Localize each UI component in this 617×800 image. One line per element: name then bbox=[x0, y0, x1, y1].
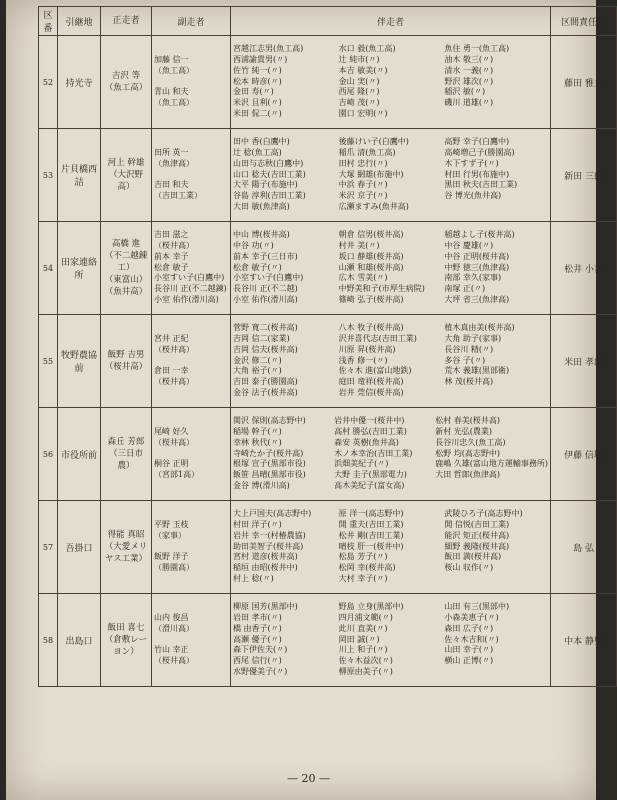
runner-entry: 森下伊佐夫(〃) bbox=[233, 645, 288, 655]
runner-entry: 米田 侃二(〃) bbox=[233, 108, 282, 118]
sub-runner-line: 尾崎 好久 bbox=[154, 427, 189, 436]
section-no: 57 bbox=[39, 501, 58, 594]
main-runner-line: （不二越錬工） bbox=[104, 251, 148, 273]
runner-entry: 高村 勝弘(吉田工業) bbox=[334, 427, 407, 436]
runner-entry: 晴枝 肝一(桜井中) bbox=[338, 541, 404, 551]
runner-entry: 細野 義隆(桜井高) bbox=[444, 541, 510, 551]
sub-runner-line: 小室すい子(白鷹中) bbox=[154, 273, 225, 283]
runner-entry: 武陵ひろ子(高志野中) bbox=[444, 509, 523, 519]
runner-entry: 佐々木 進(富山地鉄) bbox=[338, 366, 412, 376]
sub-runner-line bbox=[154, 635, 228, 646]
runner-entry: 横山 正博(〃) bbox=[444, 656, 494, 666]
runner-column bbox=[339, 602, 443, 678]
runner-entry: 中野美和子(市厚生病院) bbox=[338, 284, 425, 294]
runner-entry: 辻 稔(魚工高) bbox=[233, 148, 282, 157]
runner-entry: 油木 敬三(〃) bbox=[444, 55, 494, 64]
runner-entry: 庭田 竜祥(桜井高) bbox=[338, 377, 404, 387]
runner-entry: 南部 幸久(家事) bbox=[444, 273, 502, 283]
runner-entry: 吉岡 信夫(桜井高) bbox=[233, 344, 298, 354]
runner-entry: 新村 光弘(農業) bbox=[435, 427, 492, 436]
runner-entry: 浅香 修一(〃) bbox=[338, 355, 388, 365]
sub-runner-line: （桜井高） bbox=[154, 656, 194, 666]
runner-entry: 松野 均(高志野中) bbox=[435, 448, 500, 458]
runner-entry: 菅野 寛二(桜井高) bbox=[233, 323, 298, 333]
runner-entry: 能沢 矩正(桜井高) bbox=[444, 530, 510, 540]
runner-entry: 岩田 孝市(〃) bbox=[233, 613, 282, 622]
runner-entry: 長谷川忠久(魚工高) bbox=[435, 437, 506, 447]
runner-column bbox=[233, 416, 332, 492]
runner-entry: 村田 行男(布施中) bbox=[444, 169, 510, 179]
runner-entry: 鹿嶋 久雄(富山地方運輸事務所) bbox=[435, 459, 548, 469]
runner-entry: 小森美恵子(〃) bbox=[444, 613, 499, 622]
runner-entry: 磯川 道雄(〃) bbox=[444, 98, 494, 108]
page-number: — 20 — bbox=[287, 772, 330, 785]
runner-entry: 木下すず子(〃) bbox=[444, 158, 499, 168]
sub-runner-line: 吉田 滋之 bbox=[154, 230, 189, 240]
runner-entry: 大野 圭子(黒部電力) bbox=[334, 470, 407, 480]
runner-entry: 高崎増己子(勝園高) bbox=[444, 148, 515, 157]
runner-entry: 松村 春美(桜井高) bbox=[435, 416, 500, 426]
sub-runner bbox=[152, 315, 231, 408]
runner-entry: 小室 佑作(滑川高) bbox=[233, 294, 298, 304]
sub-runner-line: 宮井 正紀 bbox=[154, 334, 189, 343]
runner-entry: 長谷川 精(〃) bbox=[444, 344, 494, 354]
runner-entry: 後藤けい子(白鷹中) bbox=[338, 137, 409, 147]
table-body bbox=[39, 36, 617, 687]
sub-runner-line: 小室 佑作(滑川高) bbox=[154, 294, 219, 304]
header-accompany: 伴走者 bbox=[231, 7, 551, 36]
sub-runner-line: （勝園高） bbox=[154, 563, 194, 573]
table-row bbox=[39, 501, 617, 594]
runner-entry: 水口 毅(魚工高) bbox=[338, 44, 396, 54]
runner-entry: 谷 博光(魚井高) bbox=[444, 191, 502, 201]
runner-entry bbox=[444, 667, 548, 678]
runner-entry: 寺崎たか子(桜井高) bbox=[233, 448, 304, 458]
sub-runner-line: 桐谷 正明 bbox=[154, 459, 189, 469]
runner-entry: 野沢 雄次(〃) bbox=[444, 76, 494, 86]
runner-entry: 稲越よし子(桜井高) bbox=[444, 230, 515, 240]
main-runner-line: 森丘 芳郎 bbox=[107, 437, 145, 447]
section-chief: 藤田 雅夫 bbox=[551, 36, 617, 129]
runner-entry: 佐々木吉和(〃) bbox=[444, 634, 499, 644]
handover-place: 吾掛口 bbox=[58, 501, 101, 594]
main-runner bbox=[101, 129, 152, 222]
runner-entry: 米沢 且利(〃) bbox=[233, 98, 282, 108]
runner-entry: 谷島 淳利(吉田工業) bbox=[233, 191, 306, 201]
runner-entry: 開 信悦(吉田工業) bbox=[444, 520, 510, 529]
runner-entry: 四月浦文範(〃) bbox=[338, 613, 393, 622]
header-chief: 区間責任者 bbox=[551, 7, 617, 36]
main-runner-line: （大愛メリヤス工業） bbox=[104, 542, 148, 564]
main-runner-line: 飯野 吉男 bbox=[107, 350, 145, 360]
runner-entry: 中野 徳三(魚津高) bbox=[444, 262, 510, 272]
runner-entry: 金沢 修二(〃) bbox=[233, 355, 282, 365]
runner-entry: 岩井 莞信(桜井高) bbox=[338, 387, 404, 397]
section-chief: 松井 小吉 bbox=[551, 222, 617, 315]
runner-entry: 魚住 勇一(魚工高) bbox=[444, 44, 510, 54]
sub-runner-line: 吉田 和夫 bbox=[154, 180, 189, 190]
section-chief: 米田 孝雄 bbox=[551, 315, 617, 408]
sub-runner-line: 田所 英一 bbox=[154, 148, 189, 157]
runner-column bbox=[444, 323, 548, 399]
runner-entry: 水野優美子(〃) bbox=[233, 666, 288, 676]
runner-entry: 川上 和子(〃) bbox=[338, 645, 388, 655]
runner-column bbox=[444, 137, 548, 213]
runner-entry bbox=[444, 574, 548, 585]
sub-runner-line: （吉田工業） bbox=[154, 191, 202, 201]
runner-entry: 清水 一義(〃) bbox=[444, 65, 494, 75]
sub-runner-line: 松倉 敏子 bbox=[154, 262, 189, 272]
runner-entry: 金谷 博(滑川高) bbox=[233, 480, 290, 490]
main-runner-line: （三日市農） bbox=[108, 449, 143, 471]
accompany-runners bbox=[231, 408, 551, 501]
sub-runner-line: 加藤 信一 bbox=[154, 55, 189, 64]
accompany-runners bbox=[231, 501, 551, 594]
runner-entry: 本吉 敏美(〃) bbox=[338, 65, 388, 75]
section-no: 58 bbox=[39, 594, 58, 687]
runner-column bbox=[339, 44, 443, 120]
runner-entry: 南塚 正(〃) bbox=[444, 284, 486, 294]
runner-entry: 山田与志秋(白鷹中) bbox=[233, 158, 304, 168]
runner-column bbox=[444, 509, 548, 585]
runner-entry: 助田美智子(桜井高) bbox=[233, 541, 304, 551]
sub-runner bbox=[152, 129, 231, 222]
section-chief: 新田 三郎 bbox=[551, 129, 617, 222]
runner-entry: 松島 芳子(〃) bbox=[338, 552, 388, 562]
runner-entry bbox=[444, 109, 548, 120]
runner-entry bbox=[444, 202, 548, 213]
runner-entry: 木ノ本幸治(吉田工業) bbox=[334, 448, 413, 458]
runner-entry: 金田 寿(〃) bbox=[233, 87, 274, 97]
accompany-runners bbox=[231, 594, 551, 687]
runner-entry: 長谷川 正(不二越) bbox=[233, 284, 298, 294]
accompany-runners bbox=[231, 222, 551, 315]
table-row bbox=[39, 129, 617, 222]
runner-entry: 飯田 満(桜井高) bbox=[444, 552, 502, 562]
runner-entry: 中谷 正明(桜井高) bbox=[444, 251, 510, 261]
sub-runner-line: （魚津高） bbox=[154, 158, 194, 168]
sub-runner-line: 飯野 洋子 bbox=[154, 552, 189, 562]
runner-entry: 佐々木益次(〃) bbox=[338, 656, 393, 666]
runner-entry: 開 重夫(吉田工業) bbox=[338, 520, 404, 529]
runner-entry: 大平 陽子(布施中) bbox=[233, 180, 298, 190]
section-no: 54 bbox=[39, 222, 58, 315]
section-no: 52 bbox=[39, 36, 58, 129]
sub-runner-line: （滑川高） bbox=[154, 623, 194, 633]
runner-entry: 沢井喜代志(吉田工業) bbox=[338, 334, 417, 343]
sub-runner-line: （桜井高） bbox=[154, 241, 194, 250]
main-runner-line: （魚工高） bbox=[104, 83, 148, 93]
runner-entry: 中谷 功(〃) bbox=[233, 241, 274, 250]
runner-entry: 幸林 秋代(〃) bbox=[233, 437, 282, 447]
sub-runner-line: （魚工高） bbox=[154, 98, 194, 108]
runner-entry: 多谷 子(〃) bbox=[444, 355, 486, 365]
runner-column bbox=[339, 323, 443, 399]
accompany-runners bbox=[231, 36, 551, 129]
main-runner bbox=[101, 501, 152, 594]
runner-column bbox=[334, 416, 433, 492]
runner-entry: 松本 時彦(〃) bbox=[233, 76, 282, 86]
main-runner-line: （倉敷レーヨン） bbox=[104, 635, 148, 657]
runner-entry: 稲場 幹子(〃) bbox=[233, 427, 282, 436]
runner-entry: 小室すい子(白鷹中) bbox=[233, 273, 304, 283]
runner-entry: 野島 立身(黒部中) bbox=[338, 602, 404, 612]
runner-entry: 広木 雪美(〃) bbox=[338, 273, 388, 283]
sub-runner-line: （桜井高） bbox=[154, 377, 194, 387]
runner-entry: 宮越江志男(魚工高) bbox=[233, 44, 304, 54]
runner-entry: 大塚 網雄(布施中) bbox=[338, 169, 404, 179]
handover-place: 牧野農協前 bbox=[58, 315, 101, 408]
handover-place: 持光寺 bbox=[58, 36, 101, 129]
sub-runner-line bbox=[154, 77, 228, 88]
handover-place: 市役所前 bbox=[58, 408, 101, 501]
runner-column bbox=[233, 602, 337, 678]
header-no: 区番 bbox=[39, 7, 58, 36]
runner-entry: 飯笹 昌晴(黒部市役) bbox=[233, 470, 306, 480]
runner-entry: 稲爪 清(魚工高) bbox=[338, 148, 396, 157]
section-no: 53 bbox=[39, 129, 58, 222]
runner-entry: 大角 助子(家事) bbox=[444, 334, 502, 343]
main-runner-line: 飯田 喜七 bbox=[107, 623, 145, 633]
runner-column bbox=[435, 416, 548, 492]
sub-runner bbox=[152, 222, 231, 315]
runner-entry: 岩井 幸一(村椿農協) bbox=[233, 530, 306, 540]
runner-entry: 山瀬 和雄(桜井高) bbox=[338, 262, 404, 272]
relay-runner-table bbox=[38, 6, 617, 687]
runner-column bbox=[339, 137, 443, 213]
runner-entry: 西尾 信行(〃) bbox=[233, 656, 282, 666]
sub-runner bbox=[152, 594, 231, 687]
table-row bbox=[39, 594, 617, 687]
runner-entry: 黒田 秋夫(吉田工業) bbox=[444, 180, 518, 190]
main-runner-line: （東富山） bbox=[104, 275, 148, 285]
runner-entry: 辻 純市(〃) bbox=[338, 55, 380, 64]
runner-entry: 根塚 宣子(黒部市役) bbox=[233, 459, 306, 469]
runner-entry: 松井 剛(吉田工業) bbox=[338, 530, 404, 540]
runner-entry: 田村 忠行(〃) bbox=[338, 158, 388, 168]
main-runner bbox=[101, 408, 152, 501]
runner-entry: 稲垣 由昭(桜井中) bbox=[233, 563, 298, 573]
runner-column bbox=[444, 230, 548, 306]
runner-entry: 米沢 京子(〃) bbox=[338, 191, 388, 201]
handover-place: 出島口 bbox=[58, 594, 101, 687]
sub-runner-line: 山内 俊昌 bbox=[154, 613, 189, 622]
runner-entry: 金谷 法子(桜井高) bbox=[233, 387, 298, 397]
runner-entry: 金山 実(〃) bbox=[338, 76, 380, 86]
sub-runner bbox=[152, 501, 231, 594]
runner-entry: 高瀬 優子(〃) bbox=[233, 634, 282, 644]
runner-entry: 西浦諭貴男(〃) bbox=[233, 55, 288, 64]
section-chief: 中本 静男 bbox=[551, 594, 617, 687]
main-runner bbox=[101, 222, 152, 315]
runner-entry: 大田 哲郎(魚津高) bbox=[435, 470, 500, 480]
runner-entry: 柳原由美子(〃) bbox=[338, 666, 393, 676]
runner-entry: 森田 広子(〃) bbox=[444, 623, 494, 633]
main-runner-line: （桜井高） bbox=[104, 362, 148, 372]
runner-entry: 岡田 誠(〃) bbox=[338, 634, 380, 644]
header-sub-runner: 副走者 bbox=[152, 7, 231, 36]
runner-entry: 松岡 幸(桜井高) bbox=[338, 563, 396, 573]
runner-column bbox=[233, 230, 337, 306]
runner-entry: 吉田 泰子(勝園高) bbox=[233, 377, 298, 387]
runner-entry: 中浜 春子(〃) bbox=[338, 180, 388, 190]
runner-entry: 松倉 敏子(〃) bbox=[233, 262, 282, 272]
sub-runner-line: （桜井高） bbox=[154, 344, 194, 354]
runner-entry: 佐竹 純一(〃) bbox=[233, 65, 282, 75]
handover-place: 片貝橋西詰 bbox=[58, 129, 101, 222]
table-row bbox=[39, 36, 617, 129]
runner-entry: 此川 直美(〃) bbox=[338, 623, 388, 633]
runner-entry: 山口 稔夫(吉田工業) bbox=[233, 169, 306, 179]
runner-entry: 田中 香(白鷹中) bbox=[233, 137, 290, 147]
sub-runner-line bbox=[154, 170, 228, 181]
sub-runner-line: （桜井高） bbox=[154, 437, 194, 447]
sub-runner-line: 長谷川 正(不二越錬) bbox=[154, 284, 227, 294]
runner-entry: 桜山 収作(〃) bbox=[444, 563, 494, 573]
runner-entry: 広瀬ますみ(魚井高) bbox=[338, 201, 409, 211]
sub-runner bbox=[152, 408, 231, 501]
runner-column bbox=[444, 602, 548, 678]
runner-entry: 宮村 道彦(桜井高) bbox=[233, 552, 298, 562]
runner-entry: 大上戸国夫(高志野中) bbox=[233, 509, 312, 519]
runner-column bbox=[233, 323, 337, 399]
sub-runner-line: （家事） bbox=[154, 530, 186, 540]
runner-entry: 林 茂(桜井高) bbox=[444, 377, 494, 387]
runner-entry bbox=[444, 388, 548, 399]
main-runner-line: （大沢野高） bbox=[108, 170, 143, 192]
table-row bbox=[39, 222, 617, 315]
runner-entry: 荒木 義雄(黒部衛) bbox=[444, 366, 510, 376]
runner-column bbox=[233, 44, 337, 120]
section-no: 56 bbox=[39, 408, 58, 501]
runner-entry: 村上 稔(〃) bbox=[233, 573, 274, 583]
runner-entry: 前本 幸子(三日市) bbox=[233, 251, 298, 261]
table-row bbox=[39, 408, 617, 501]
section-chief: 島 弘 bbox=[551, 501, 617, 594]
runner-entry: 山田 有三(黒部中) bbox=[444, 602, 510, 612]
sub-runner-line: 倉田 一幸 bbox=[154, 366, 189, 376]
runner-entry: 川原 昇(桜井高) bbox=[338, 344, 396, 354]
sub-runner-line: 青山 和夫 bbox=[154, 87, 189, 97]
main-runner bbox=[101, 315, 152, 408]
runner-entry: 大坪 省三(魚津高) bbox=[444, 294, 510, 304]
accompany-runners bbox=[231, 315, 551, 408]
header-place: 引継地 bbox=[58, 7, 101, 36]
sub-runner bbox=[152, 36, 231, 129]
runner-entry: 高木美紀子(富女高) bbox=[334, 480, 405, 490]
sub-runner-line bbox=[154, 542, 228, 553]
runner-column bbox=[233, 509, 337, 585]
runner-entry: 坂口 静雄(桜井高) bbox=[338, 251, 404, 261]
runner-entry: 村井 美(〃) bbox=[338, 241, 380, 250]
runner-entry: 関沢 保則(高志野中) bbox=[233, 416, 306, 426]
runner-entry: 橋 由香子(〃) bbox=[233, 623, 282, 633]
runner-entry: 大田 敏(魚津高) bbox=[233, 201, 290, 211]
runner-column bbox=[233, 137, 337, 213]
runner-entry: 大角 裕子(〃) bbox=[233, 366, 282, 376]
runner-entry: 柳原 国芳(黒部中) bbox=[233, 602, 298, 612]
runner-entry: 八木 牧子(桜井高) bbox=[338, 323, 404, 333]
sub-runner-line: （魚工高） bbox=[154, 65, 194, 75]
section-chief: 伊藤 信敏 bbox=[551, 408, 617, 501]
runner-entry: 稲沢 敏(〃) bbox=[444, 87, 486, 97]
runner-entry: 植木真由美(桜井高) bbox=[444, 323, 515, 333]
runner-entry: 原 洋一(高志野中) bbox=[338, 509, 404, 519]
handover-place: 田家連絡所 bbox=[58, 222, 101, 315]
sub-runner-line bbox=[154, 356, 228, 367]
runner-entry bbox=[435, 481, 548, 492]
runner-entry: 大村 幸子(〃) bbox=[338, 573, 388, 583]
runner-entry: 山田 幸子(〃) bbox=[444, 645, 494, 655]
runner-entry: 朝倉 信男(桜井高) bbox=[338, 230, 404, 240]
runner-entry: 吉崎 茂(〃) bbox=[338, 98, 380, 108]
runner-column bbox=[339, 509, 443, 585]
section-no: 55 bbox=[39, 315, 58, 408]
runner-entry: 岩井中優一(桜井中) bbox=[334, 416, 405, 426]
runner-entry: 高野 幸子(白鷹中) bbox=[444, 137, 510, 147]
runner-entry: 浜畑美紀子(〃) bbox=[334, 459, 389, 469]
runner-entry: 園口 宏明(〃) bbox=[338, 108, 388, 118]
header-main-runner: 正走者 bbox=[101, 7, 152, 36]
runner-entry: 吉岡 信二(家業) bbox=[233, 334, 290, 343]
accompany-runners bbox=[231, 129, 551, 222]
main-runner-line: 高橋 進 bbox=[111, 239, 141, 249]
sub-runner-line: 前本 幸子 bbox=[154, 251, 189, 261]
main-runner-line: 吉沢 等 bbox=[111, 71, 141, 81]
main-runner bbox=[101, 594, 152, 687]
main-runner-line: （魚井高） bbox=[104, 287, 148, 297]
runner-entry: 西尾 隆(〃) bbox=[338, 87, 380, 97]
runner-column bbox=[339, 230, 443, 306]
main-runner-line: 河上 幹雄 bbox=[107, 158, 145, 168]
runner-entry: 中谷 慶雄(〃) bbox=[444, 241, 494, 250]
sub-runner-line: 平野 玉枝 bbox=[154, 520, 189, 529]
sub-runner-line bbox=[154, 449, 228, 460]
runner-entry: 森安 英樹(魚井高) bbox=[334, 437, 399, 447]
table-row bbox=[39, 315, 617, 408]
runner-column bbox=[444, 44, 548, 120]
main-runner bbox=[101, 36, 152, 129]
sub-runner-line: （宮部1高） bbox=[154, 470, 200, 480]
runner-entry: 篠崎 弘子(桜井高) bbox=[338, 294, 404, 304]
sub-runner-line: 竹山 幸正 bbox=[154, 645, 189, 655]
runner-entry: 村田 洋子(〃) bbox=[233, 520, 282, 529]
runner-entry: 中山 博(桜井高) bbox=[233, 230, 290, 240]
main-runner-line: 得能 真昭 bbox=[107, 530, 145, 540]
